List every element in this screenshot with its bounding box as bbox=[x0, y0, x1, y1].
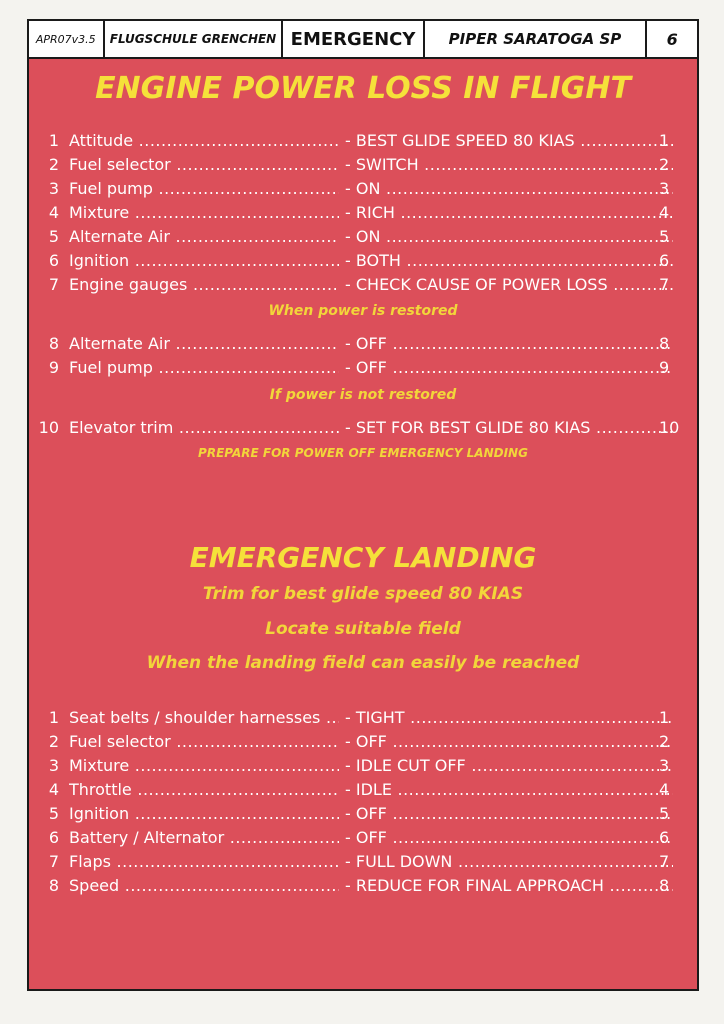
row-end-number: 1 bbox=[659, 131, 670, 150]
checklist-row bbox=[29, 875, 701, 897]
checklist-row bbox=[29, 357, 701, 379]
row-number: 7 bbox=[48, 275, 59, 294]
header-bar bbox=[27, 19, 699, 59]
school-name: FLUGSCHULE GRENCHEN bbox=[105, 21, 284, 57]
row-end-number: 5 bbox=[659, 227, 670, 246]
row-end-number: 3 bbox=[659, 179, 670, 198]
checklist-row bbox=[29, 333, 701, 355]
row-end-number: 5 bbox=[659, 804, 670, 823]
row-number: 2 bbox=[48, 155, 59, 174]
section-title-emergency-landing: EMERGENCY LANDING bbox=[189, 541, 537, 574]
aircraft-name: PIPER SARATOGA SP bbox=[425, 21, 648, 57]
checklist-row bbox=[29, 154, 701, 176]
row-action: - FULL DOWN ..... bbox=[345, 851, 673, 873]
checklist-row bbox=[29, 731, 701, 753]
row-item: Mixture ..... bbox=[69, 202, 339, 224]
landing-line-1: Trim for best glide speed 80 KIAS bbox=[202, 584, 524, 604]
row-end-number: 4 bbox=[659, 780, 670, 799]
row-number: 4 bbox=[48, 780, 59, 799]
row-action: - REDUCE FOR FINAL APPROACH ..... bbox=[345, 875, 673, 897]
row-action: - SET FOR BEST GLIDE 80 KIAS ..... bbox=[345, 417, 673, 439]
row-action: - ON ..... bbox=[345, 226, 673, 248]
row-end-number: 8 bbox=[659, 876, 670, 895]
checklist-row bbox=[29, 274, 701, 296]
row-end-number: 6 bbox=[659, 251, 670, 270]
checklist-row bbox=[29, 178, 701, 200]
category-label: EMERGENCY bbox=[283, 21, 424, 57]
row-end-number: 10 bbox=[659, 418, 680, 437]
row-number: 8 bbox=[48, 876, 59, 895]
row-number: 2 bbox=[48, 732, 59, 751]
prepare-landing-label: PREPARE FOR POWER OFF EMERGENCY LANDING bbox=[198, 446, 528, 460]
row-end-number: 3 bbox=[659, 756, 670, 775]
checklist-row bbox=[29, 851, 701, 873]
checklist-panel bbox=[27, 59, 699, 991]
checklist-row bbox=[29, 250, 701, 272]
row-item: Speed ..... bbox=[69, 875, 339, 897]
checklist-row bbox=[29, 202, 701, 224]
row-item: Flaps ..... bbox=[69, 851, 339, 873]
row-end-number: 8 bbox=[659, 334, 670, 353]
row-item: Fuel selector ..... bbox=[69, 731, 339, 753]
row-number: 5 bbox=[48, 804, 59, 823]
row-item: Mixture ..... bbox=[69, 755, 339, 777]
row-item: Fuel pump ..... bbox=[69, 178, 339, 200]
row-number: 3 bbox=[48, 179, 59, 198]
row-number: 10 bbox=[38, 418, 59, 437]
row-number: 5 bbox=[48, 227, 59, 246]
row-action: - IDLE CUT OFF ..... bbox=[345, 755, 673, 777]
row-number: 8 bbox=[48, 334, 59, 353]
row-action: - TIGHT ..... bbox=[345, 707, 673, 729]
row-end-number: 2 bbox=[659, 732, 670, 751]
row-item: Alternate Air ..... bbox=[69, 333, 339, 355]
row-end-number: 6 bbox=[659, 828, 670, 847]
row-action: - ON ..... bbox=[345, 178, 673, 200]
row-end-number: 1 bbox=[659, 708, 670, 727]
row-number: 1 bbox=[48, 708, 59, 727]
row-end-number: 9 bbox=[659, 358, 670, 377]
row-action: - OFF ..... bbox=[345, 827, 673, 849]
checklist-row bbox=[29, 779, 701, 801]
section-title-power-loss: ENGINE POWER LOSS IN FLIGHT bbox=[95, 71, 631, 106]
page-number: 6 bbox=[666, 29, 678, 49]
row-number: 6 bbox=[48, 251, 59, 270]
row-number: 4 bbox=[48, 203, 59, 222]
row-action: - OFF ..... bbox=[345, 731, 673, 753]
row-action: - OFF ..... bbox=[345, 333, 673, 355]
not-restored-label: If power is not restored bbox=[269, 387, 457, 403]
row-item: Ignition ..... bbox=[69, 250, 339, 272]
row-number: 3 bbox=[48, 756, 59, 775]
checklist-row bbox=[29, 226, 701, 248]
checklist-row bbox=[29, 130, 701, 152]
checklist-row bbox=[29, 707, 701, 729]
row-item: Attitude ..... bbox=[69, 130, 339, 152]
row-item: Alternate Air ..... bbox=[69, 226, 339, 248]
row-number: 9 bbox=[48, 358, 59, 377]
checklist-row bbox=[29, 755, 701, 777]
row-action: - BOTH ..... bbox=[345, 250, 673, 272]
row-item: Battery / Alternator ..... bbox=[69, 827, 339, 849]
row-action: - OFF ..... bbox=[345, 803, 673, 825]
landing-line-2: Locate suitable field bbox=[265, 619, 461, 639]
checklist-row bbox=[29, 827, 701, 849]
checklist-row bbox=[29, 803, 701, 825]
row-end-number: 7 bbox=[659, 275, 670, 294]
row-action: - IDLE ..... bbox=[345, 779, 673, 801]
row-action: - BEST GLIDE SPEED 80 KIAS ..... bbox=[345, 130, 673, 152]
row-item: Elevator trim ..... bbox=[69, 417, 339, 439]
row-number: 1 bbox=[48, 131, 59, 150]
row-end-number: 2 bbox=[659, 155, 670, 174]
row-item: Throttle ..... bbox=[69, 779, 339, 801]
row-number: 7 bbox=[48, 852, 59, 871]
landing-line-3: When the landing field can easily be reached bbox=[146, 653, 580, 673]
row-end-number: 7 bbox=[659, 852, 670, 871]
row-item: Engine gauges ..... bbox=[69, 274, 339, 296]
row-item: Fuel selector ..... bbox=[69, 154, 339, 176]
row-action: - CHECK CAUSE OF POWER LOSS ..... bbox=[345, 274, 673, 296]
row-item: Fuel pump ..... bbox=[69, 357, 339, 379]
checklist-page bbox=[27, 19, 699, 991]
checklist-row bbox=[29, 417, 701, 439]
row-number: 6 bbox=[48, 828, 59, 847]
row-item: Seat belts / shoulder harnesses ..... bbox=[69, 707, 339, 729]
restored-label: When power is restored bbox=[268, 303, 458, 319]
doc-id: APR07v3.5 bbox=[29, 21, 105, 57]
row-action: - SWITCH ..... bbox=[345, 154, 673, 176]
row-item: Ignition ..... bbox=[69, 803, 339, 825]
row-action: - OFF ..... bbox=[345, 357, 673, 379]
row-action: - RICH ..... bbox=[345, 202, 673, 224]
row-end-number: 4 bbox=[659, 203, 670, 222]
